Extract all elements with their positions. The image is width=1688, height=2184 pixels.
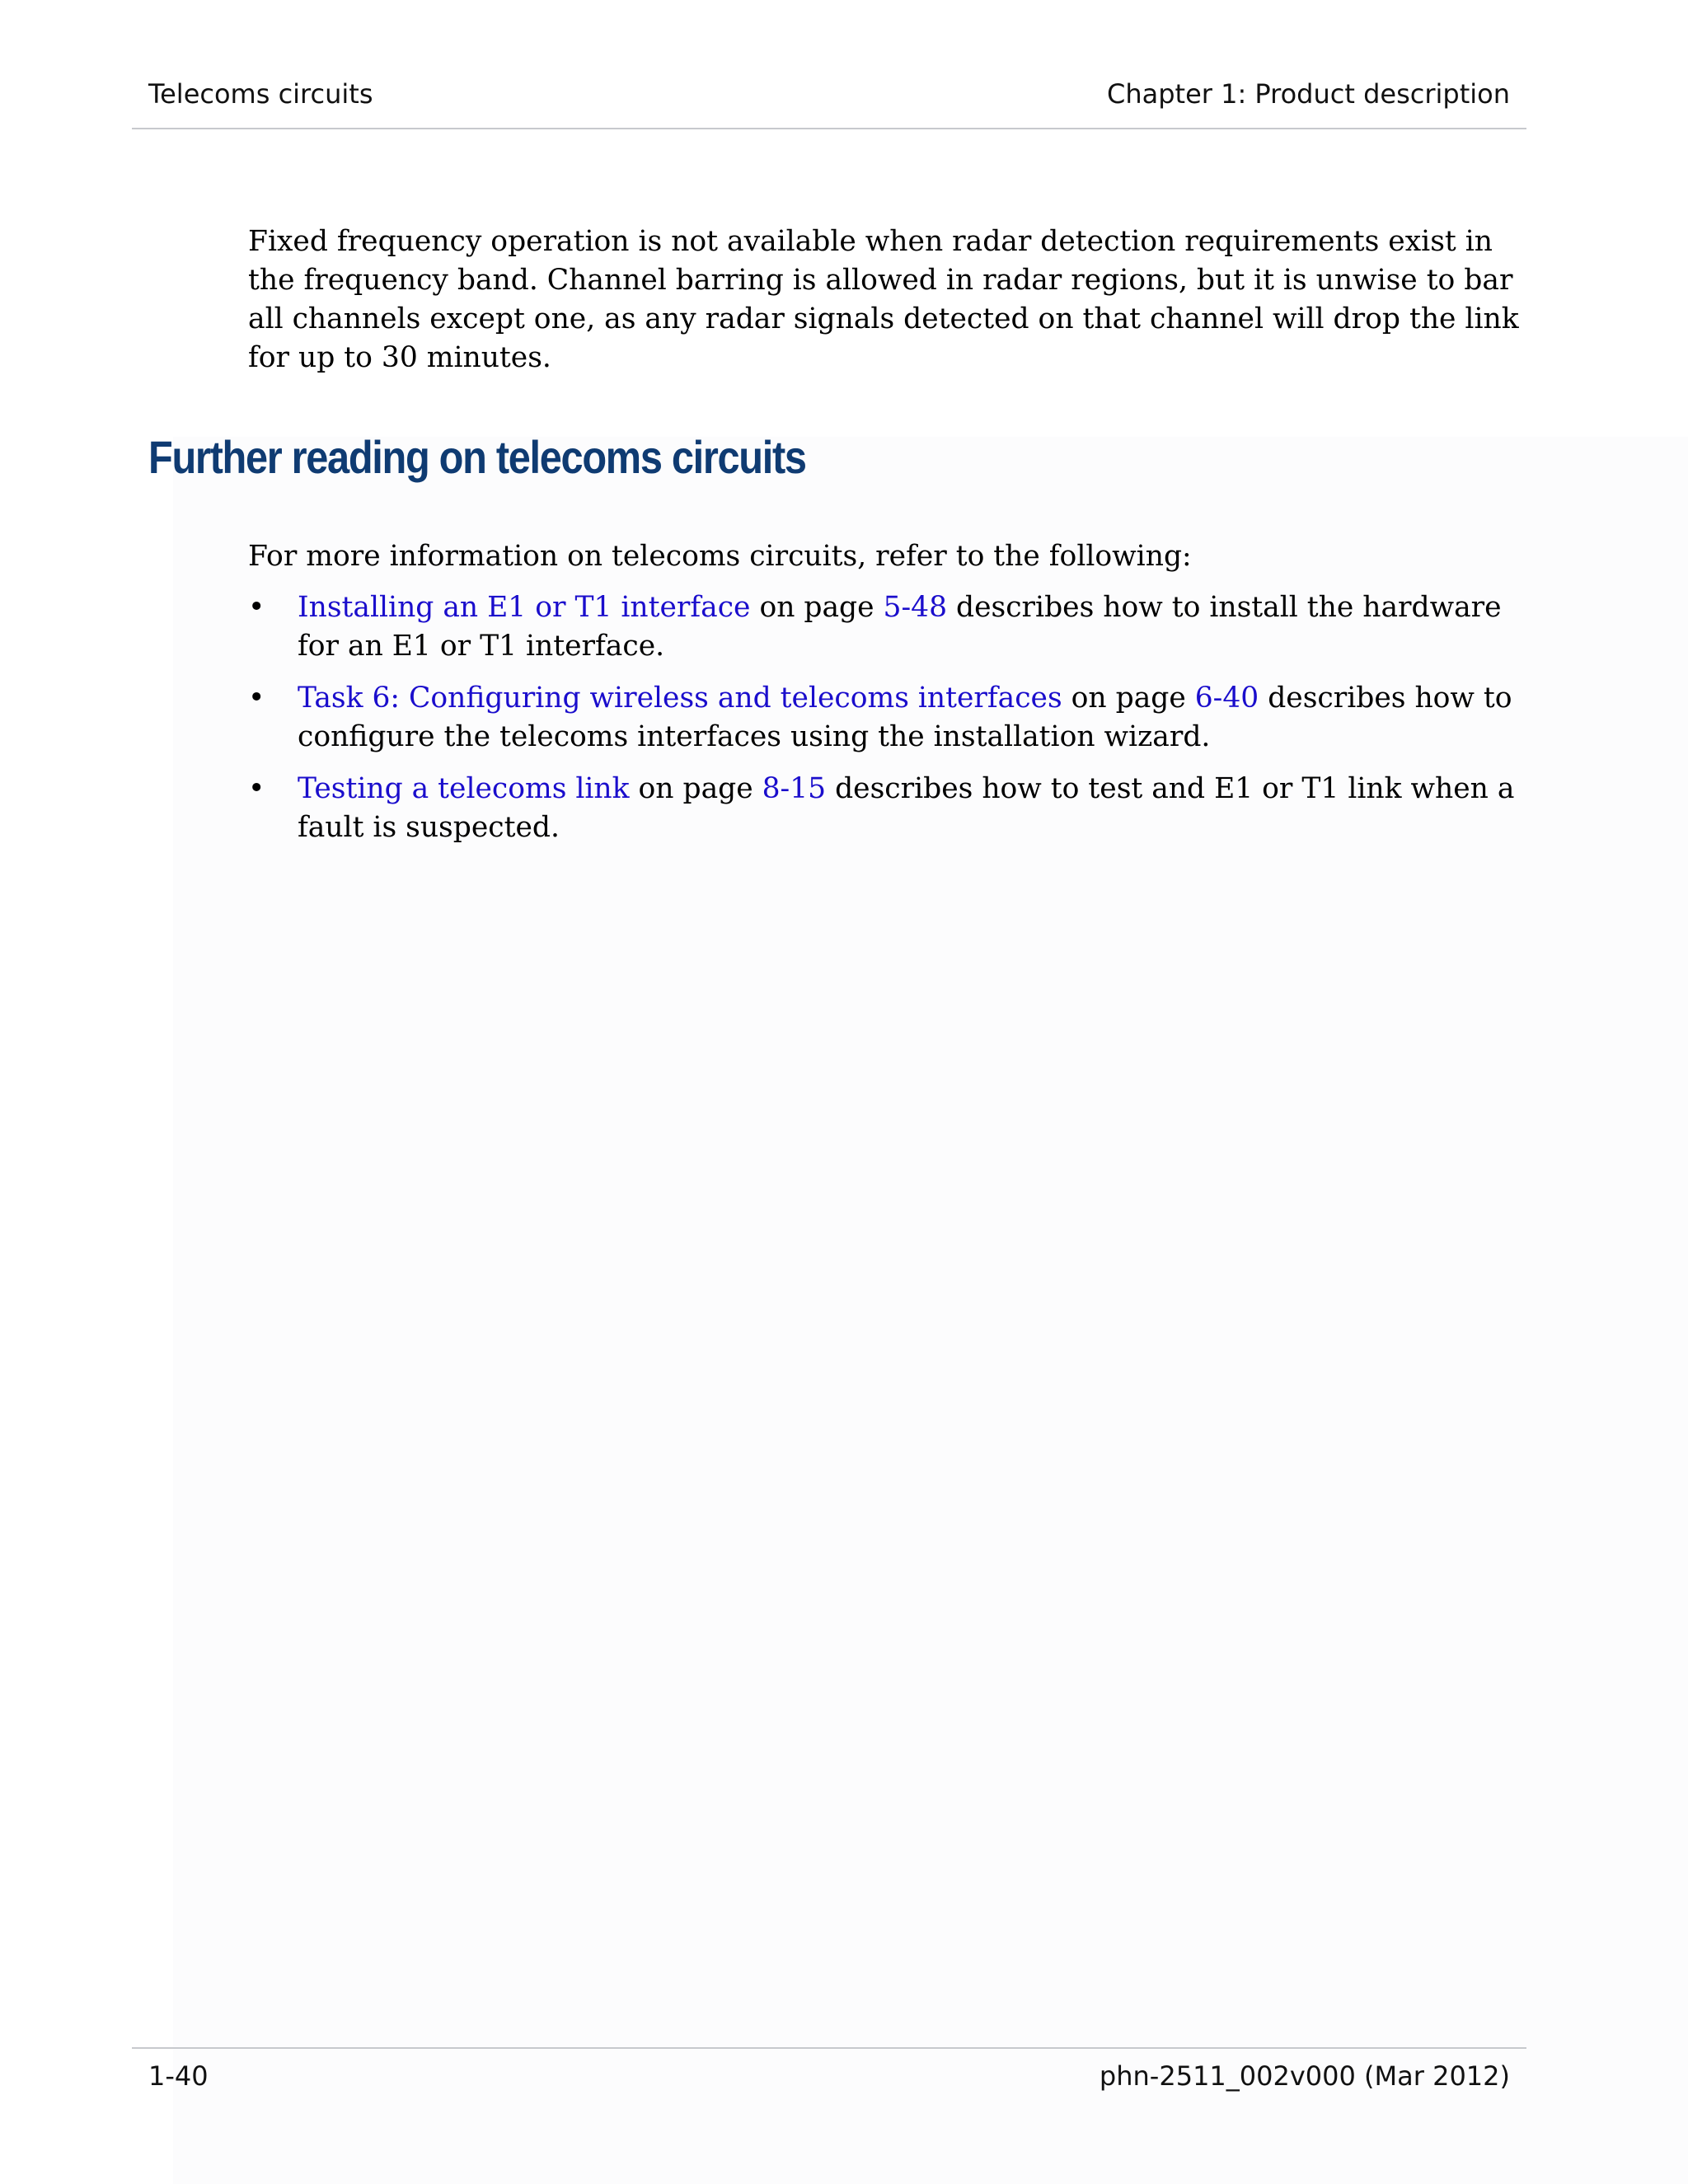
item-description: describes how to configure the telecoms interfaces using the installation wizard. bbox=[298, 682, 1512, 753]
on-page-text: on page bbox=[750, 591, 884, 624]
page-ref-link[interactable]: 5-48 bbox=[883, 591, 948, 624]
xref-link[interactable]: Task 6: Configuring wireless and telecoms interfaces bbox=[298, 682, 1062, 715]
page-ref-link[interactable]: 6-40 bbox=[1194, 682, 1259, 715]
section-intro: For more information on telecoms circuits, refer to the following: bbox=[248, 540, 1192, 573]
footer-doc-id: phn-2511_002v000 (Mar 2012) bbox=[1099, 2060, 1510, 2092]
xref-link[interactable]: Testing a telecoms link bbox=[298, 772, 630, 805]
bullet-marker: • bbox=[248, 772, 265, 805]
item-description: describes how to install the hardware for an E1 or T1 interface. bbox=[298, 591, 1502, 663]
section-heading: Further reading on telecoms circuits bbox=[148, 431, 806, 483]
list-item bbox=[248, 770, 1534, 847]
bullet-marker: • bbox=[248, 591, 265, 624]
header-section-title: Telecoms circuits bbox=[148, 78, 373, 110]
running-footer bbox=[132, 2047, 1526, 2098]
bullet-marker: • bbox=[248, 682, 265, 715]
on-page-text: on page bbox=[629, 772, 762, 805]
item-description: describes how to test and E1 or T1 link when a fault is suspected. bbox=[298, 772, 1515, 844]
page-ref-link[interactable]: 8-15 bbox=[762, 772, 827, 805]
on-page-text: on page bbox=[1062, 682, 1195, 715]
body-paragraph: Fixed frequency operation is not available when radar detection requirements exist in the frequency band. Channel barring is allowed in radar regions, but it is unwise to bar all channels except one, as any radar signals detected on that channel will drop the link for up to 30 minutes. bbox=[248, 225, 1519, 374]
header-chapter-title: Chapter 1: Product description bbox=[1106, 78, 1510, 110]
running-header bbox=[132, 78, 1526, 129]
list-item bbox=[248, 588, 1534, 666]
footer-page-number: 1-40 bbox=[148, 2060, 209, 2092]
xref-link[interactable]: Installing an E1 or T1 interface bbox=[298, 591, 751, 624]
list-item bbox=[248, 679, 1534, 757]
reference-list bbox=[248, 588, 1534, 860]
